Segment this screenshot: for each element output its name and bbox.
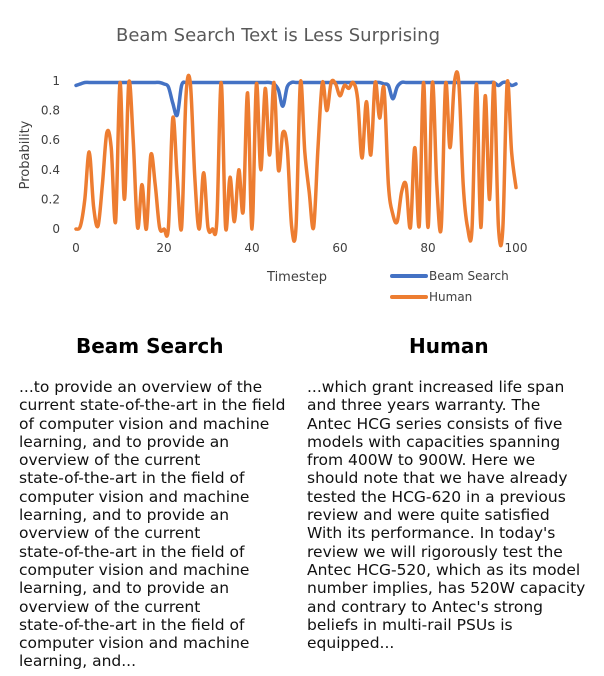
human-passage-line: review we will rigorously test the [307,542,563,561]
human-passage-line: review and were quite satisfied [307,506,550,525]
beam-search-heading: Beam Search [76,334,224,358]
y-axis-ticks [41,74,60,236]
human-passage-line: number implies, has 520W capacity [307,579,586,598]
y-tick-label: 1 [52,74,60,88]
series-layer [76,72,516,246]
human-passage [307,378,585,652]
series-line-human [76,72,516,246]
human-passage-line: should note that we have already [307,469,568,488]
y-tick-label: 0 [52,222,60,236]
legend-label: Beam Search [429,269,509,283]
x-tick-label: 80 [420,241,436,255]
beam-search-passage-line: learning, and to provide an [19,432,230,451]
y-axis-label: Probability [18,120,33,190]
legend-label: Human [429,290,473,304]
y-tick-label: 0.6 [40,133,60,148]
human-passage-line: from 400W to 900W. Here we [307,451,536,470]
beam-search-passage-line: state-of-the-art in the field of [19,615,245,634]
human-passage-line: Antec HCG series consists of five [307,414,563,433]
human-passage-line: ...which grant increased life span [307,378,565,396]
beam-search-passage-line: overview of the current [19,597,201,616]
human-passage-line: beliefs in multi-rail PSUs is [307,615,513,634]
beam-search-passage-line: state-of-the-art in the field of [19,542,245,561]
human-passage-line: and three years warranty. The [307,396,541,415]
beam-search-passage-line: overview of the current [19,451,201,470]
human-passage-line: Antec HCG-520, which as its model [307,560,581,579]
y-tick-label: 0.4 [40,162,60,177]
beam-search-passage-line: learning, and... [19,652,137,671]
beam-search-passage-line: ...to provide an overview of the [19,378,263,396]
x-axis-ticks [72,241,527,255]
beam-search-passage-line: computer vision and machine [19,634,250,653]
series-line-beam-search [76,82,516,115]
legend [392,269,509,304]
x-tick-label: 60 [332,241,348,255]
human-passage-line: tested the HCG-620 in a previous [307,487,566,506]
probability-chart [0,0,604,320]
x-tick-label: 0 [72,241,80,255]
y-tick-label: 0.8 [40,103,60,118]
beam-search-passage [19,378,285,671]
beam-search-passage-line: learning, and to provide an [19,506,230,525]
human-passage-line: models with capacities spanning [307,432,561,451]
beam-search-passage-line: of computer vision and machine [19,414,270,433]
human-passage-line: With its performance. In today's [307,524,556,543]
x-tick-label: 100 [504,241,528,255]
human-passage-line: and contrary to Antec's strong [307,597,543,616]
human-passage-line: equipped... [307,634,395,653]
beam-search-passage-line: overview of the current [19,524,201,543]
x-tick-label: 20 [156,241,172,255]
chart-title: Beam Search Text is Less Surprising [115,25,441,46]
x-tick-label: 40 [244,241,260,255]
human-heading: Human [409,334,489,358]
beam-search-passage-line: current state-of-the-art in the field [19,396,286,415]
beam-search-passage-line: computer vision and machine [19,560,250,579]
beam-search-passage-line: learning, and to provide an [19,579,230,598]
beam-search-passage-line: state-of-the-art in the field of [19,469,245,488]
x-axis-label: Timestep [267,270,327,285]
beam-search-passage-line: computer vision and machine [19,487,250,506]
y-tick-label: 0.2 [40,192,60,207]
